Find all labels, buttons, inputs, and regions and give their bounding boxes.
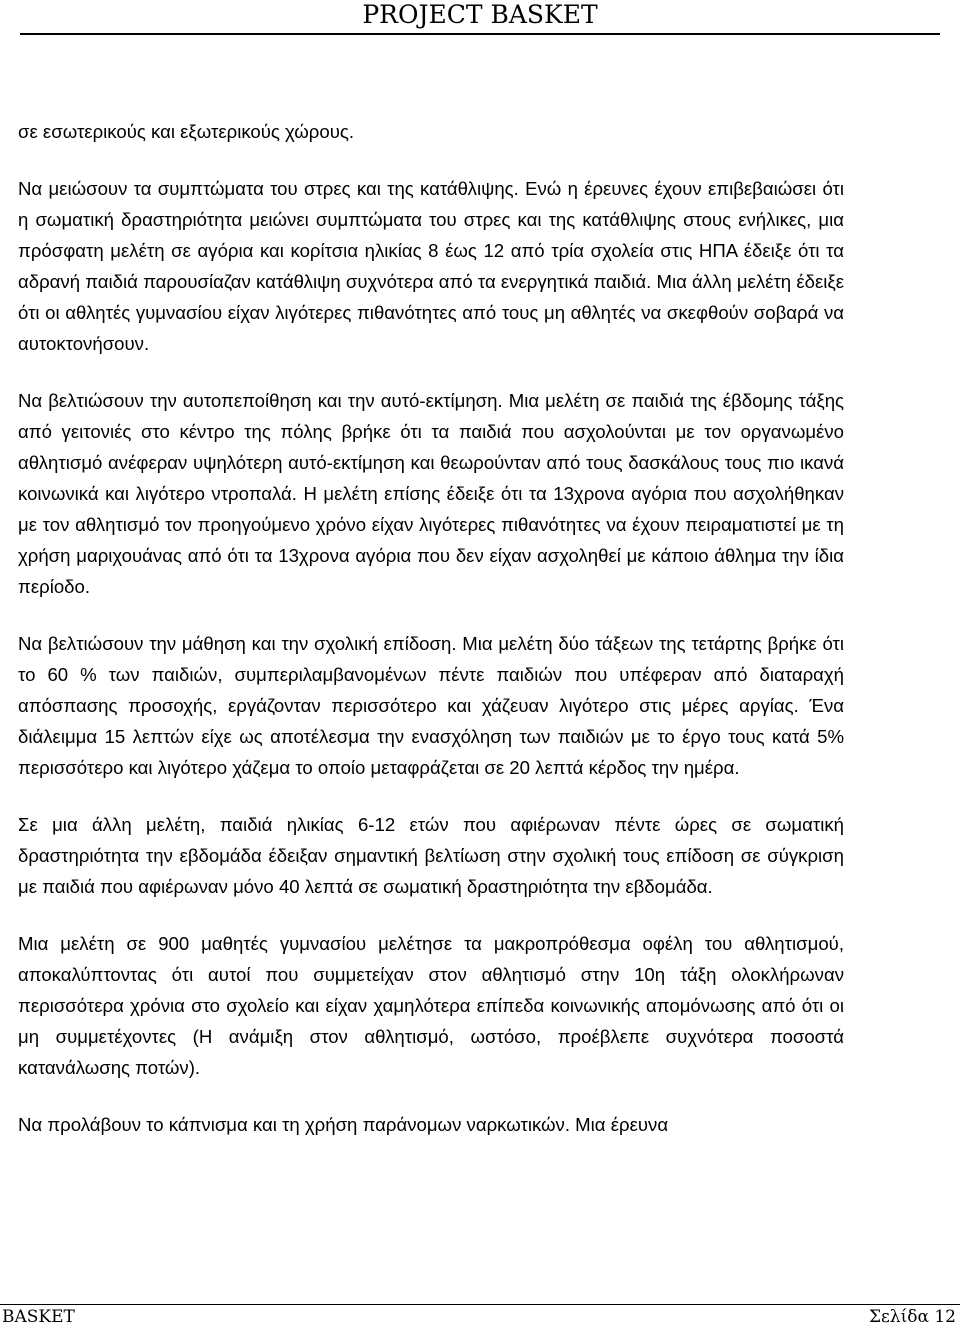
- header-divider: [20, 33, 940, 35]
- header-title: PROJECT BASKET: [362, 0, 598, 29]
- paragraph-3: Να βελτιώσουν την αυτοπεποίθηση και την αυτό-εκτίμηση. Μια μελέτη σε παιδιά της έβδομης τάξης από γειτονιές στο κέντρο της πόλης βρήκε ότι τα παιδιά που ασχολούνται με τον οργανωμένο αθλητισμό ανέφεραν υψηλότερη αυτό-εκτίμηση και θεωρούνταν από τους δασκάλους τους πιο ικανά κοινωνικά και λιγότερο ντροπαλά. Η μελέτη επίσης έδειξε ότι τα 13χρονα αγόρια που ασχολήθηκαν με τον αθλητισμό τον προηγούμενο χρόνο είχαν λιγότερες πιθανότητες να έχουν πειραματιστεί με τη χρήση μαριχουάνας από ότι τα 13χρονα αγόρια που δεν είχαν ασχοληθεί με κάποιο άθλημα την ίδια περίοδο.: [18, 390, 844, 597]
- footer-left-text: BASKET: [2, 1307, 75, 1327]
- paragraph-7: Να προλάβουν το κάπνισμα και τη χρήση παράνομων ναρκωτικών. Μια έρευνα: [18, 1114, 669, 1135]
- page-number: Σελίδα 12: [868, 1307, 956, 1327]
- paragraph-2: Να μειώσουν τα συμπτώματα του στρες και της κατάθλιψης. Ενώ η έρευνες έχουν επιβεβαιώσει ότι η σωματική δραστηριότητα μειώνει συμπτώματα του στρες και της κατάθλιψης στους ενήλικες, μια πρόσφατη μελέτη σε αγόρια και κορίτσια ηλικίας 8 έως 12 από τρία σχολεία στις ΗΠΑ έδειξε ότι τα αδρανή παιδιά παρουσίαζαν κατάθλιψη συχνότερα από τα ενεργητικά παιδιά. Μια άλλη μελέτη έδειξε ότι οι αθλητές γυμνασίου είχαν λιγότερες πιθανότητες από τους μη αθλητές να σκεφθούν σοβαρά να αυτοκτονήσουν.: [18, 178, 844, 354]
- page-header: [0, 0, 960, 36]
- paragraph-6: Μια μελέτη σε 900 μαθητές γυμνασίου μελέτησε τα μακροπρόθεσμα οφέλη του αθλητισμού, αποκαλύπτοντας ότι αυτοί που συμμετείχαν στον αθλητισμό στην 10η τάξη ολοκλήρωναν περισσότερα χρόνια στο σχολείο και είχαν χαμηλότερα επίπεδα κοινωνικής απομόνωσης από ότι οι μη συμμετέχοντες (Η ανάμιξη στον αθλητισμό, ωστόσο, προέβλεπε συχνότερα ποσοστά κατανάλωσης ποτών).: [18, 933, 844, 1078]
- document-body: [18, 116, 844, 1140]
- paragraph-4: Να βελτιώσουν την μάθηση και την σχολική επίδοση. Μια μελέτη δύο τάξεων της τετάρτης βρήκε ότι το 60 % των παιδιών, συμπεριλαμβανομένων πέντε παιδιών που υπέφεραν από διαταραχή απόσπασης προσοχής, εργάζονταν περισσότερο και χάζευαν λιγότερο στις μέρες αργίας. Ένα διάλειμμα 15 λεπτών είχε ως αποτέλεσμα την ενασχόληση των παιδιών με το έργο τους κατά 5% περισσότερο και λιγότερο χάζεμα το οποίο μεταφράζεται σε 20 λεπτά κέρδος την ημέρα.: [18, 633, 844, 778]
- paragraph-5: Σε μια άλλη μελέτη, παιδιά ηλικίας 6-12 ετών που αφιέρωναν πέντε ώρες σε σωματική δραστηριότητα την εβδομάδα έδειξαν σημαντική βελτίωση στην σχολική τους επίδοση σε σύγκριση με παιδιά που αφιέρωναν μόνο 40 λεπτά σε σωματική δραστηριότητα την εβδομάδα.: [18, 814, 844, 897]
- paragraph-1: σε εσωτερικούς και εξωτερικούς χώρους.: [18, 121, 355, 142]
- footer-divider: [0, 1304, 960, 1305]
